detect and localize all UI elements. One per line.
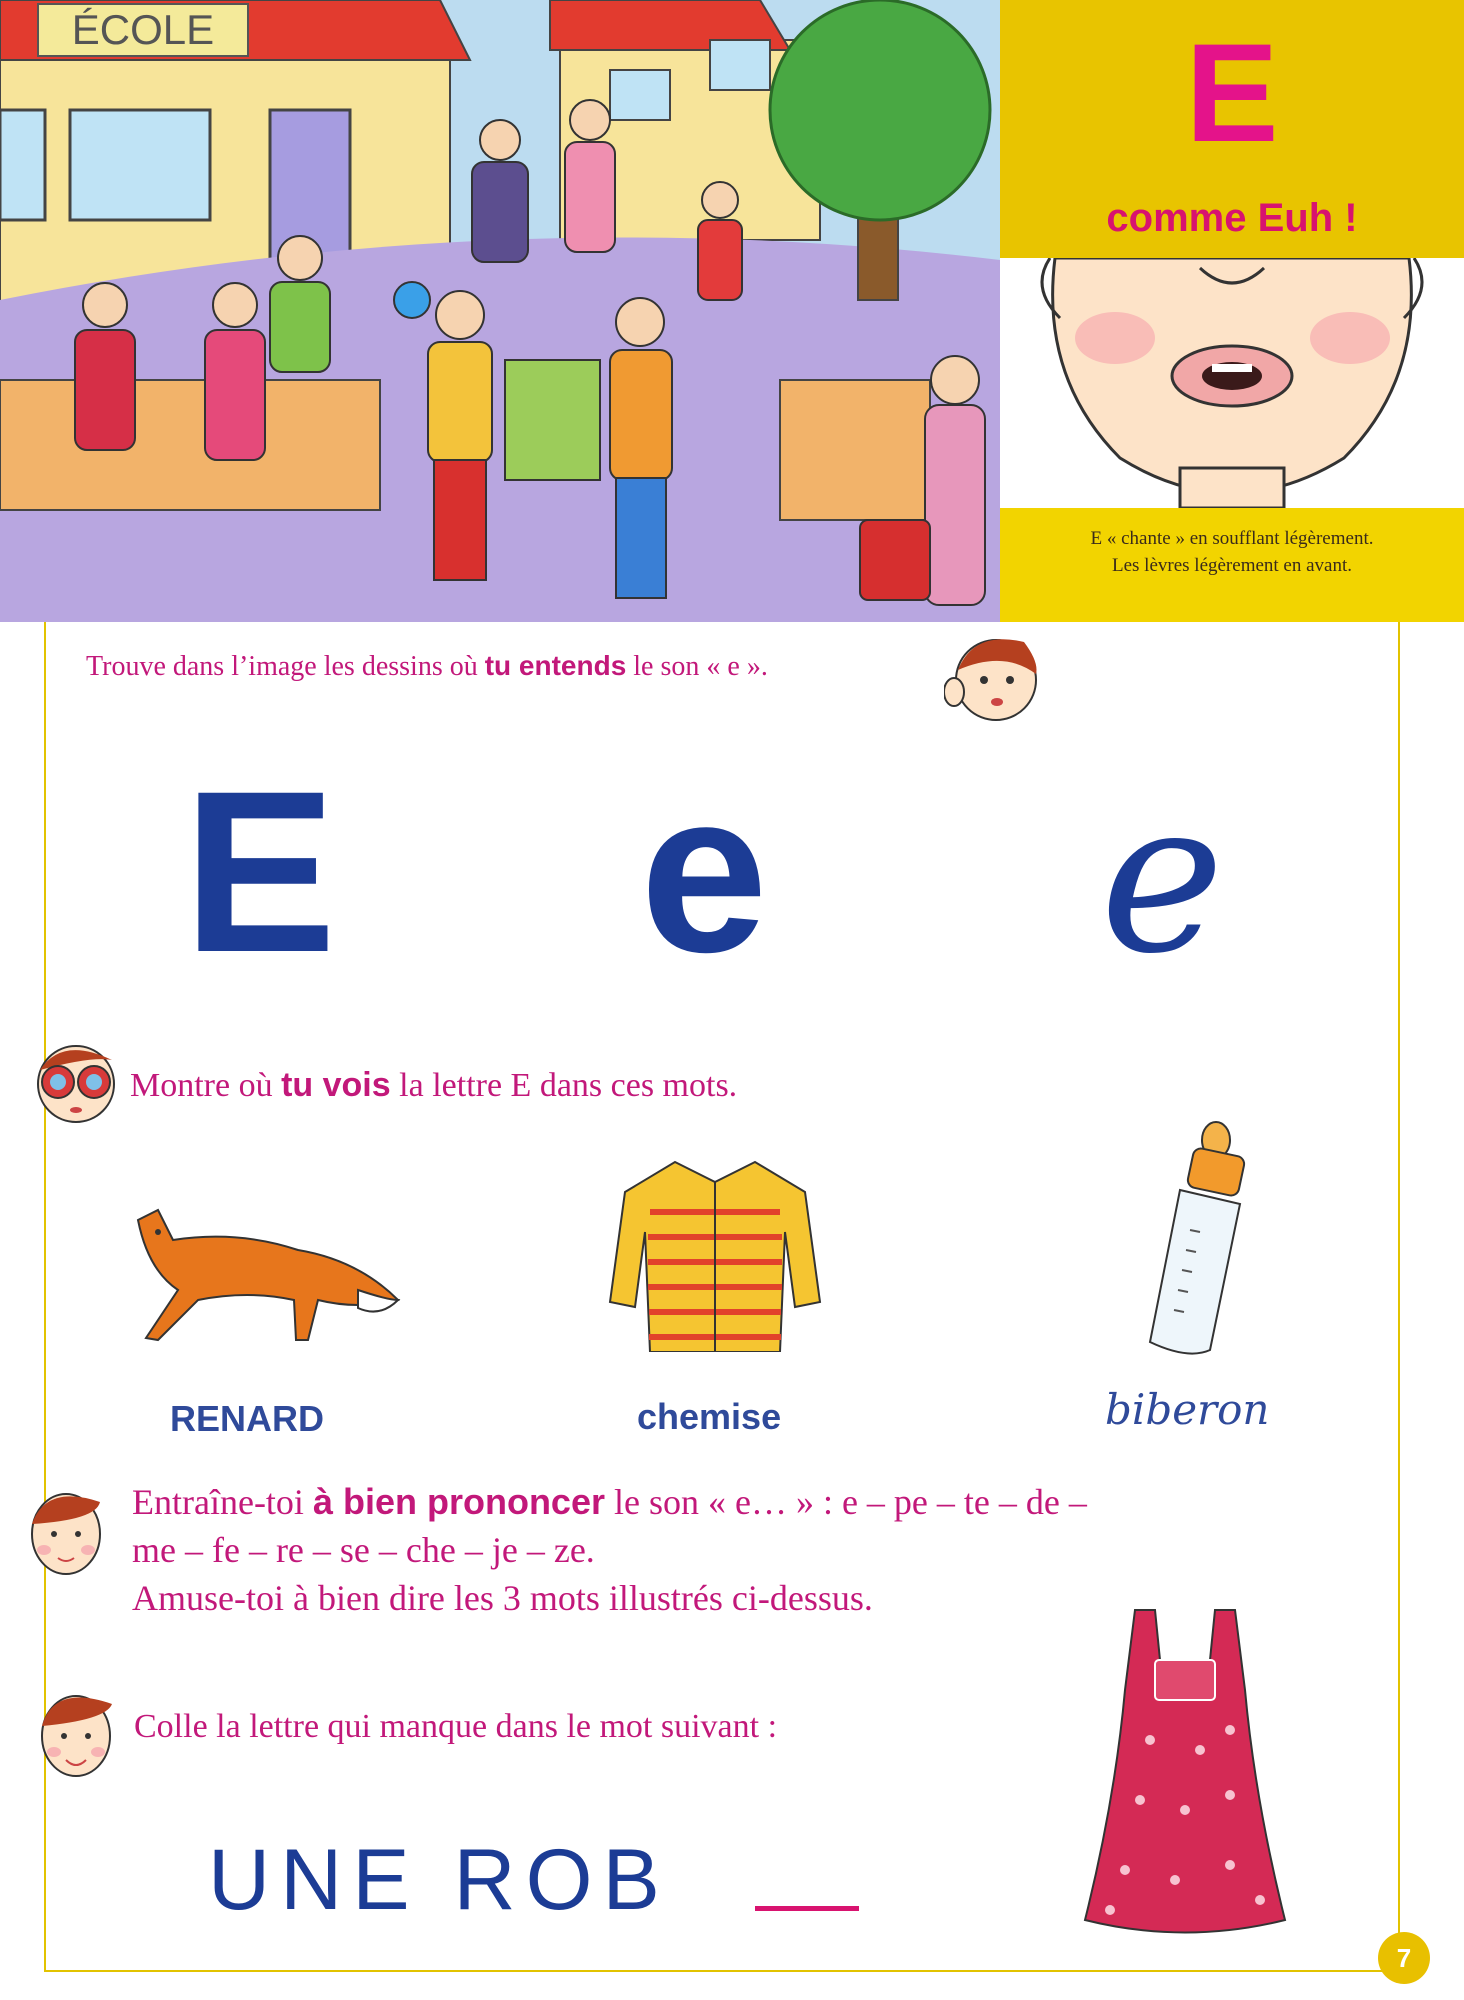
instruction-pronounce-line-3: Amuse-toi à bien dire les 3 mots illustrés ci-dessus. xyxy=(132,1578,873,1618)
missing-letter-word: UNE ROB xyxy=(208,1832,670,1928)
word-chemise: chemise xyxy=(637,1396,782,1437)
letter-lowercase: e xyxy=(640,743,768,1000)
listening-kid-icon xyxy=(944,622,1044,732)
instruction-look-text-b: la lettre E dans ces mots. xyxy=(390,1067,738,1104)
school-scene-illustration xyxy=(0,0,1000,622)
instruction-paste: Colle la lettre qui manque dans le mot suivant : xyxy=(134,1708,778,1745)
instruction-listen-bold: tu entends xyxy=(484,650,627,681)
missing-letter-blank[interactable] xyxy=(755,1906,859,1911)
instruction-pronounce-bold: à bien prononcer xyxy=(312,1481,605,1522)
mouth-face-illustration xyxy=(1000,258,1464,508)
instruction-listen-text-b: le son « e ». xyxy=(626,651,768,682)
word-biberon: biberon xyxy=(1105,1385,1270,1434)
panel-caption xyxy=(1000,525,1464,579)
school-sign: ÉCOLE xyxy=(71,6,215,53)
shirt-icon xyxy=(605,1152,825,1352)
word-renard: RENARD xyxy=(170,1398,325,1439)
letter-uppercase: E xyxy=(183,743,337,1000)
panel-subtitle: comme Euh ! xyxy=(1106,196,1358,240)
instruction-pronounce-text-b: le son « e… » : e – pe – te – de – xyxy=(604,1482,1087,1522)
dress-icon xyxy=(1080,1600,1290,1940)
instruction-look-bold: tu vois xyxy=(281,1066,391,1104)
smiling-kid-icon xyxy=(34,1680,118,1784)
page-number: 7 xyxy=(1378,1932,1430,1984)
instruction-look xyxy=(130,1066,737,1105)
binoculars-kid-icon xyxy=(22,1030,126,1130)
caption-line-2: Les lèvres légèrement en avant. xyxy=(1111,555,1353,576)
panel-letter: E xyxy=(1185,14,1279,171)
instruction-pronounce-line-2: me – fe – re – se – che – je – ze. xyxy=(132,1530,595,1570)
speaking-kid-icon xyxy=(26,1480,106,1580)
instruction-listen xyxy=(86,650,768,683)
instruction-look-text-a: Montre où xyxy=(130,1067,282,1104)
instruction-pronounce-line-1 xyxy=(132,1478,1312,1526)
fox-icon xyxy=(118,1190,403,1350)
instruction-listen-text-a: Trouve dans l’image les dessins où xyxy=(86,651,485,682)
baby-bottle-icon xyxy=(1128,1120,1248,1360)
letter-cursive: e xyxy=(1100,755,1225,1000)
caption-line-1: E « chante » en soufflant légèrement. xyxy=(1090,528,1374,549)
letter-panel xyxy=(1000,0,1464,622)
instruction-pronounce-text-a: Entraîne-toi xyxy=(132,1482,313,1522)
